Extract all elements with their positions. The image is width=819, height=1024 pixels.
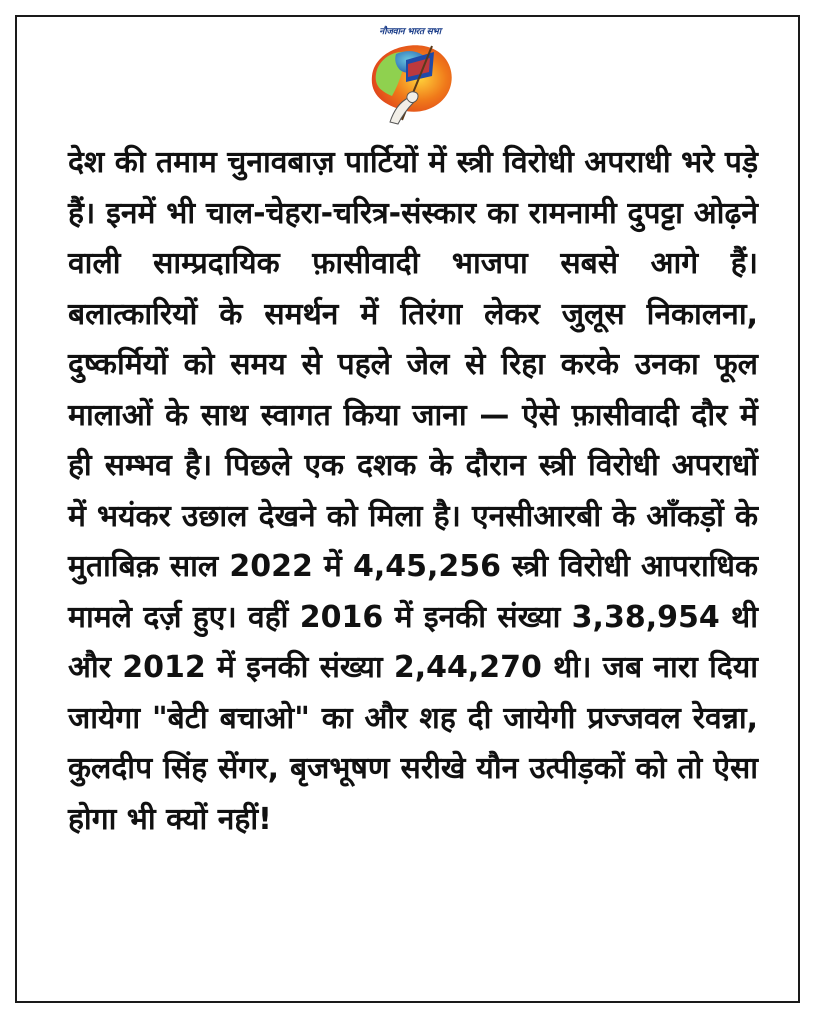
fist-flag-logo-icon [362,36,458,126]
organization-logo [362,20,458,128]
logo-title: नौजवान भारत सभा [379,27,441,37]
article-paragraph: देश की तमाम चुनावबाज़ पार्टियों में स्त्री विरोधी अपराधी भरे पड़े हैं। इनमें भी चाल-चेहरा-चरित्र-संस्कार का रामनामी दुपट्टा ओढ़ने वाली साम्प्रदायिक फ़ासीवादी भाजपा सबसे आगे हैं। बलात्कारियों के समर्थन में तिरंगा लेकर जुलूस निकालना, दुष्कर्मियों को समय से पहले जेल से रिहा करके उनका फूल मालाओं के साथ स्वागत किया जाना — ऐसे फ़ासीवादी दौर में ही सम्भव है। पिछले एक दशक के दौरान स्त्री विरोधी अपराधों में भयंकर उछाल देखने को मिला है। एनसीआरबी के आँकड़ों के मुताबिक़ साल 2022 में 4,45,256 स्त्री विरोधी आपराधिक मामले दर्ज़ हुए। वहीं 2016 में इनकी संख्या 3,38,954 थी और 2012 में इनकी संख्या 2,44,270 थी। जब नारा दिया जायेगा "बेटी बचाओ" का और शह दी जायेगी प्रज्जवल रेवन्ना, कुलदीप सिंह सेंगर, बृजभूषण सरीखे यौन उत्पीड़कों को तो ऐसा होगा भी क्यों नहीं! [68,145,758,837]
